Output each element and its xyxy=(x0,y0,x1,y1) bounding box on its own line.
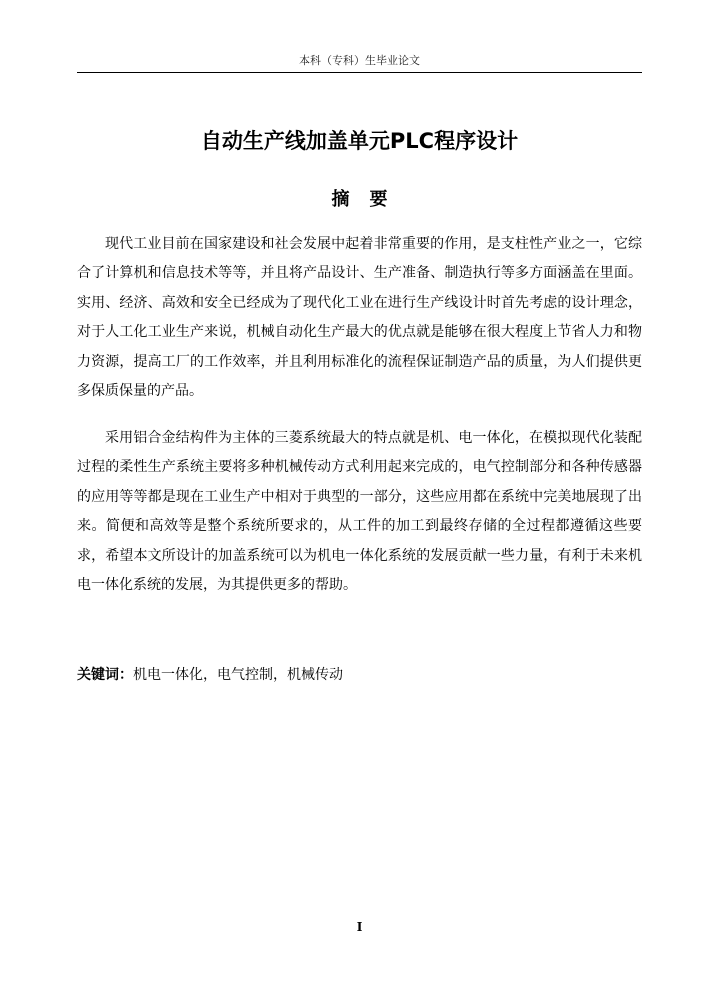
keywords-text: 机电一体化，电气控制，机械传动 xyxy=(133,667,343,683)
running-header: 本科（专科）生毕业论文 xyxy=(299,54,420,67)
header-divider xyxy=(77,72,642,73)
abstract-heading: 摘要 xyxy=(331,189,408,210)
keywords-label: 关键词： xyxy=(77,667,133,683)
page-number: I xyxy=(356,920,363,934)
abstract-paragraph: 采用铝合金结构件为主体的三菱系统最大的特点就是机、电一体化，在模拟现代化装配过程的柔性生产系统主要将多种机械传动方式利用起来完成的，电气控制部分和各种传感器的应用等等都是现在工业生产中相对于典型的一部分，这些应用都在系统中完美地展现了出来。简便和高效等是整个系统所要求的，从工件的加工到最终存储的全过程都遵循这些要求，希望本文所设计的加盖系统可以为机电一体化系统的发展贡献一些力量，有利于未来机电一体化系统的发展，为其提供更多的帮助。 xyxy=(77,430,642,594)
page-title: 自动生产线加盖单元PLC程序设计 xyxy=(200,129,519,153)
abstract-paragraph: 现代工业目前在国家建设和社会发展中起着非常重要的作用，是支柱性产业之一，它综合了计算机和信息技术等等，并且将产品设计、生产准备、制造执行等多方面涵盖在里面。实用、经济、高效和安全已经成为了现代化工业在进行生产线设计时首先考虑的设计理念，对于人工化工业生产来说，机械自动化生产最大的优点就是能够在很大程度上节省人力和物力资源，提高工厂的工作效率，并且利用标准化的流程保证制造产品的质量，为人们提供更多保质保量的产品。 xyxy=(77,236,642,400)
keywords-line xyxy=(77,664,642,686)
